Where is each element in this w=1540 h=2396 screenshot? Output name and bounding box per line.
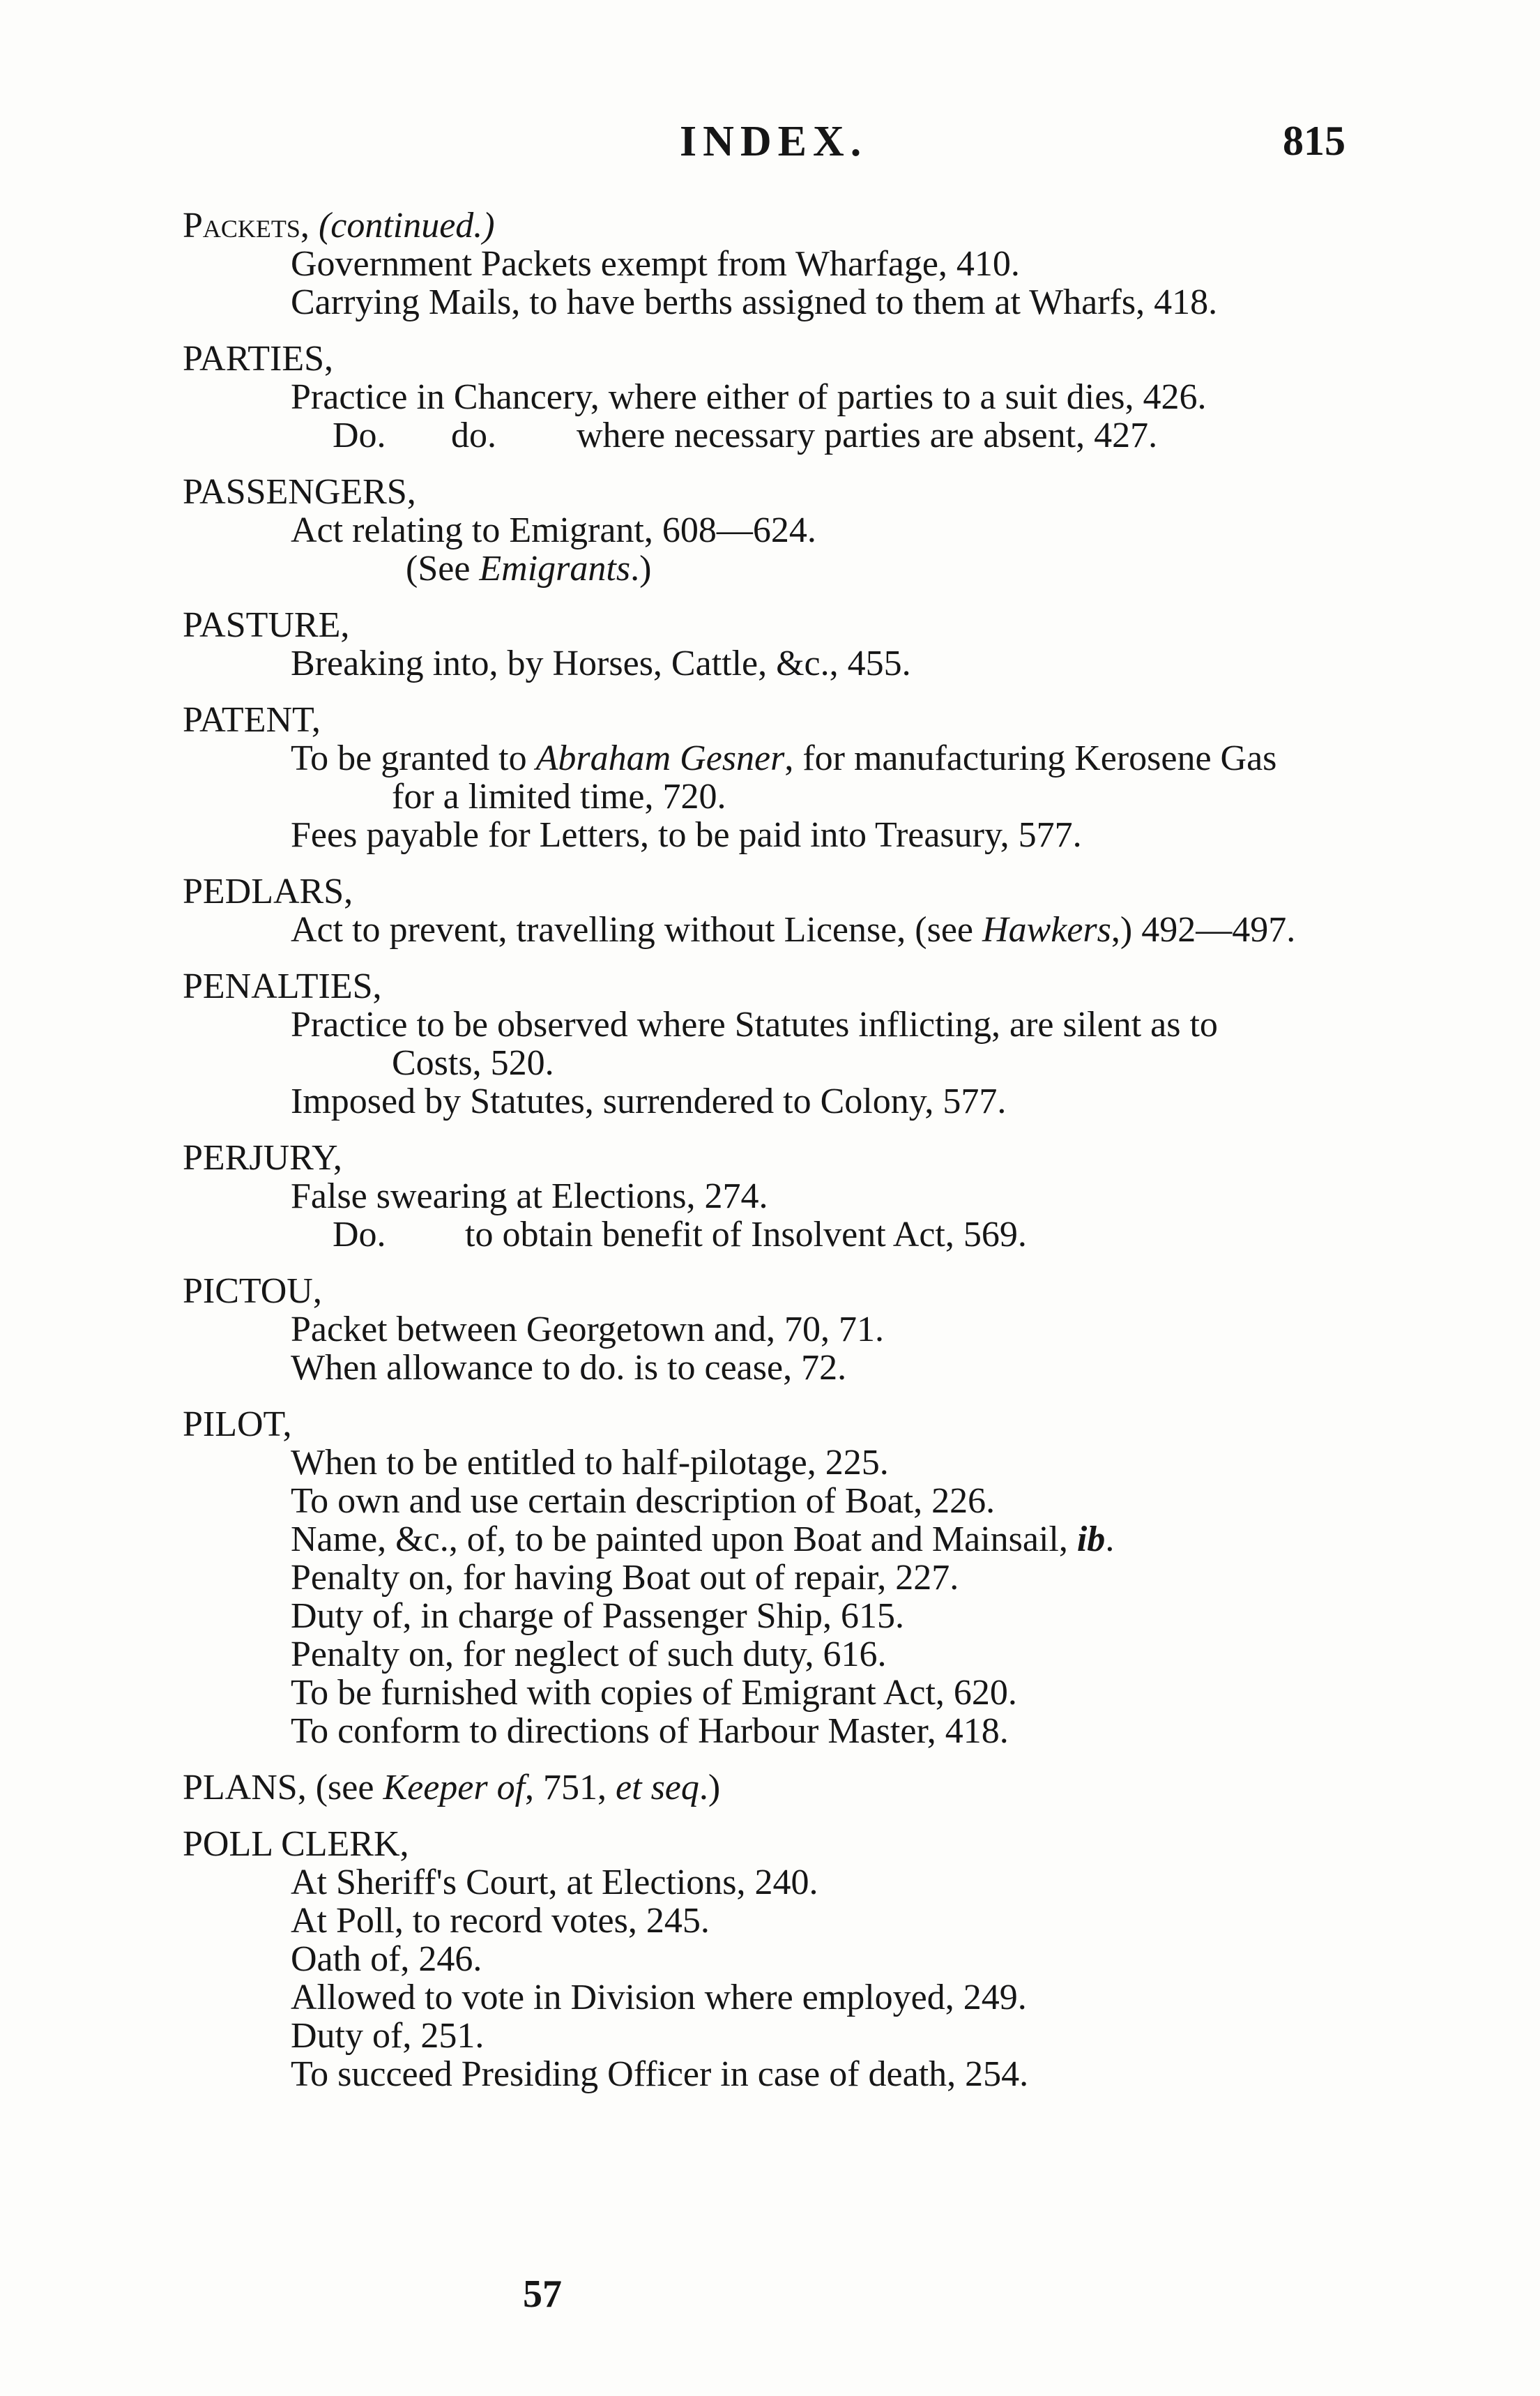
ditto-subentry: Do. do. where necessary parties are absent, 427. xyxy=(333,416,1158,455)
ditto-subentry: Do. to obtain benefit of Insolvent Act, 569. xyxy=(333,1215,1027,1254)
subentry: Fees payable for Letters, to be paid into Treasury, 577. xyxy=(291,815,1082,855)
signature-mark: 57 xyxy=(523,2273,562,2316)
entry-pilot xyxy=(183,1405,1410,1750)
entry-packets xyxy=(183,206,1410,321)
entry-patent xyxy=(183,701,1410,854)
subentry: Practice to be observed where Statutes inflicting, are silent as to Costs, 520. xyxy=(291,1005,1218,1083)
subentry: To conform to directions of Harbour Master, 418. xyxy=(291,1711,1009,1751)
entry-penalties xyxy=(183,967,1410,1121)
subentry: Duty of, in charge of Passenger Ship, 615. xyxy=(291,1596,905,1636)
subentry: Act relating to Emigrant, 608—624. xyxy=(291,510,816,550)
subentry: Packet between Georgetown and, 70, 71. xyxy=(291,1310,885,1349)
subentry: Act to prevent, travelling without License, (see Hawkers,) 492—497. xyxy=(291,910,1296,950)
entry-heading: PARTIES, xyxy=(183,339,334,379)
entry-heading: PATENT, xyxy=(183,700,321,740)
subentry: To be granted to Abraham Gesner, for manufacturing Kerosene Gas for a limited time, 720. xyxy=(291,738,1277,817)
index-body xyxy=(183,206,1410,2111)
entry-parties xyxy=(183,340,1410,455)
subentry: Government Packets exempt from Wharfage, 410. xyxy=(291,244,1020,284)
subentry: To own and use certain description of Boat, 226. xyxy=(291,1481,996,1521)
page-number: 815 xyxy=(1283,118,1345,164)
subentry: False swearing at Elections, 274. xyxy=(291,1176,768,1216)
entry-pasture xyxy=(183,606,1410,683)
entry-heading: PERJURY, xyxy=(183,1138,342,1178)
entry-heading: PICTOU, xyxy=(183,1271,322,1311)
subentry: Name, &c., of, to be painted upon Boat and Mainsail, ib. xyxy=(291,1519,1115,1559)
entry-heading: PILOT, xyxy=(183,1404,292,1444)
entry-heading: Packets, (continued.) xyxy=(183,206,495,245)
entry-heading: POLL CLERK, xyxy=(183,1824,409,1864)
entry-pictou xyxy=(183,1272,1410,1387)
entry-heading: PENALTIES, xyxy=(183,966,382,1006)
running-title: INDEX. xyxy=(680,118,868,165)
subentry: Penalty on, for having Boat out of repair, 227. xyxy=(291,1558,959,1598)
subentry: At Sheriff's Court, at Elections, 240. xyxy=(291,1863,818,1902)
entry-poll-clerk xyxy=(183,1825,1410,2093)
subentry: To be furnished with copies of Emigrant Act, 620. xyxy=(291,1673,1017,1713)
subentry: To succeed Presiding Officer in case of death, 254. xyxy=(291,2054,1029,2094)
subentry: Penalty on, for neglect of such duty, 616. xyxy=(291,1635,887,1674)
subentry: When allowance to do. is to cease, 72. xyxy=(291,1348,847,1388)
subentry: Duty of, 251. xyxy=(291,2016,485,2056)
entry-heading: PLANS, (see Keeper of, 751, et seq.) xyxy=(183,1768,721,1807)
entry-heading: PEDLARS, xyxy=(183,872,353,911)
subentry: Carrying Mails, to have berths assigned to them at Wharfs, 418. xyxy=(291,282,1218,322)
subentry: At Poll, to record votes, 245. xyxy=(291,1901,710,1941)
subentry: Oath of, 246. xyxy=(291,1939,482,1979)
entry-plans xyxy=(183,1768,1410,1807)
entry-perjury xyxy=(183,1139,1410,1254)
subentry: Allowed to vote in Division where employed, 249. xyxy=(291,1978,1027,2017)
subentry: Imposed by Statutes, surrendered to Colony, 577. xyxy=(291,1082,1007,1121)
entry-heading: PASTURE, xyxy=(183,605,350,645)
subentry: Practice in Chancery, where either of parties to a suit dies, 426. xyxy=(291,377,1207,417)
entry-pedlars xyxy=(183,872,1410,949)
subentry: Breaking into, by Horses, Cattle, &c., 455. xyxy=(291,644,911,683)
entry-heading: PASSENGERS, xyxy=(183,472,416,512)
entry-passengers xyxy=(183,473,1410,588)
running-head xyxy=(0,117,1540,173)
subentry: When to be entitled to half-pilotage, 225. xyxy=(291,1443,889,1483)
cross-reference: (See Emigrants.) xyxy=(406,549,652,589)
